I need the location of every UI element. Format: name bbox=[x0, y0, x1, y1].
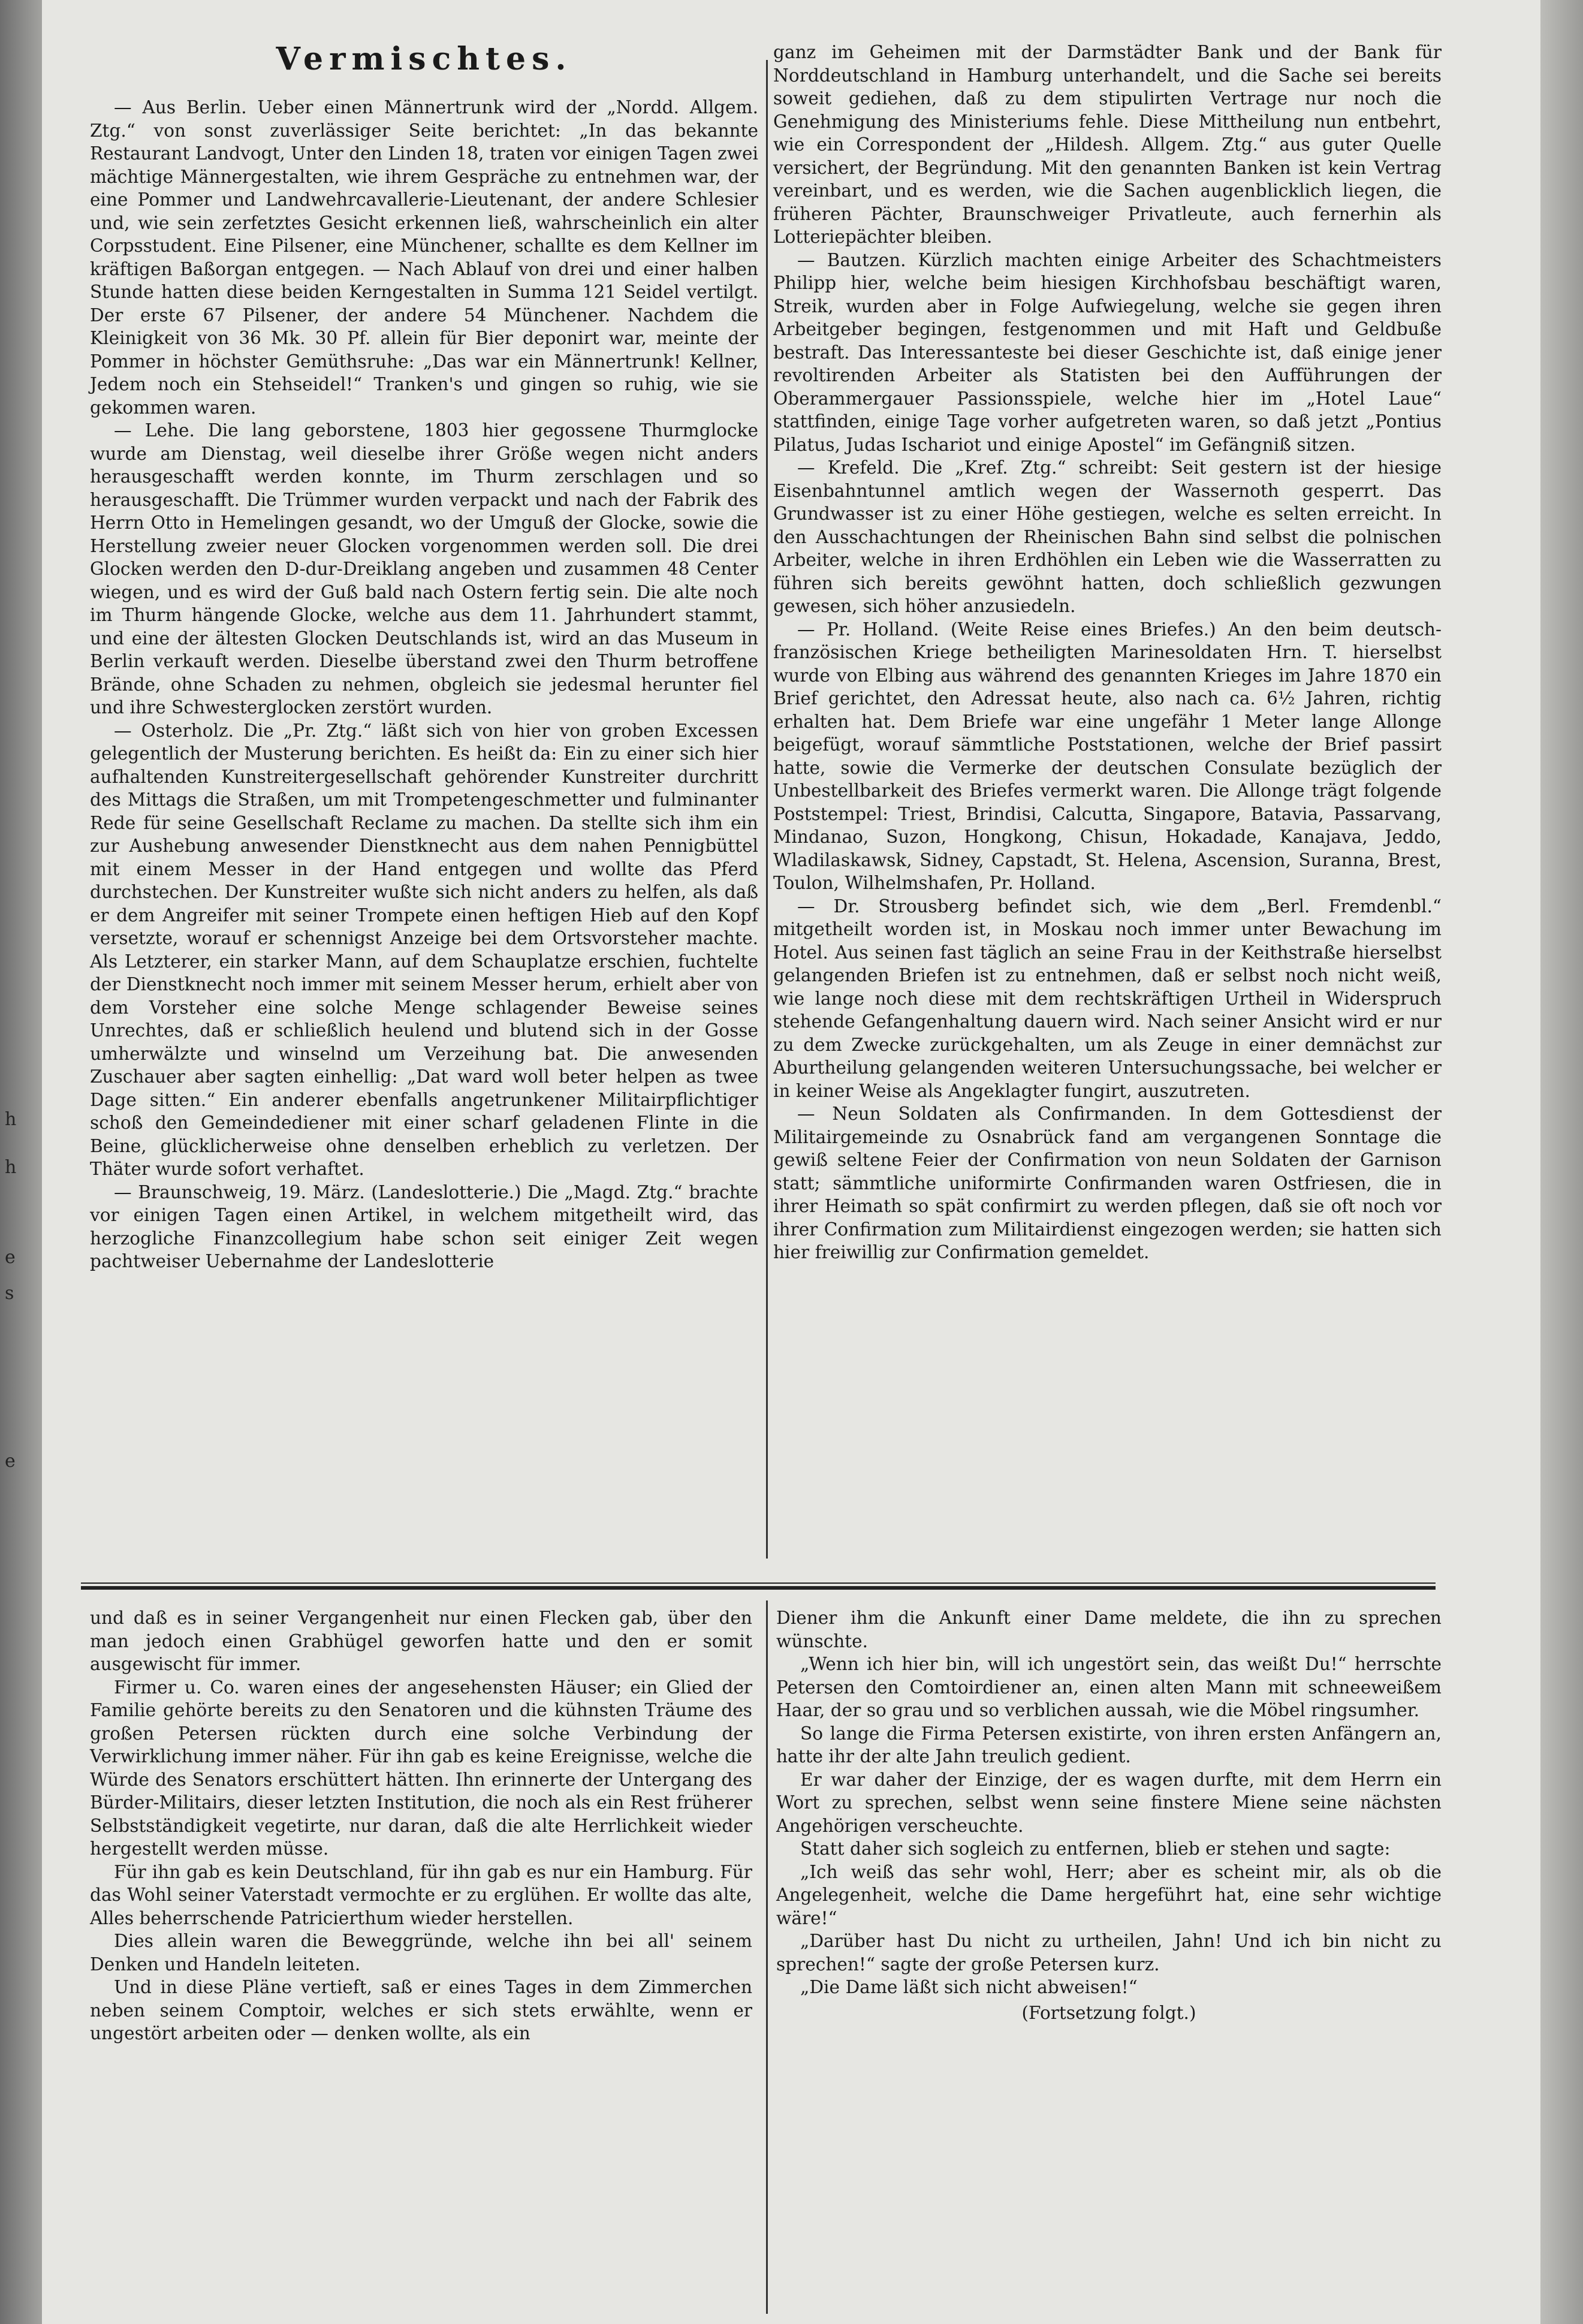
article-krefeld: — Krefeld. Die „Kref. Ztg.“ schreibt: Seit gestern ist der hiesige Eisenbahntunnel amtlich wegen der Wassernoth gesperrt. Das Grundwasser ist zu einer Höhe gestiegen, welche es selten erreicht. In den Ausschachtungen der Rheinischen Bahn sind selbst die polnischen Arbeiter, welche in ihren Erdhöhlen ein Leben wie die Wasserratten zu führen sich bereits gewöhnt hatten, doch schließlich gezwungen gewesen, sich höher anzusiedeln. bbox=[773, 457, 1442, 616]
article-pr-holland: — Pr. Holland. (Weite Reise eines Briefes.) An den beim deutsch-französischen Kriege betheiligten Marinesoldaten Hrn. T. hierselbst wurde von Elbing aus während des genannten Krieges im Jahre 1870 ein Brief gerichtet, den Adressat heute, also nach ca. 6½ Jahren, richtig erhalten hat. Dem Briefe war eine ungefähr 1 Meter lange Allonge beigefügt, worauf sämmtliche Poststationen, welche der Brief passirt hatte, sowie die Vermerke der deutschen Consulate bezüglich der Unbestellbarkeit des Briefes vermerkt waren. Die Allonge trägt folgende Poststempel: Triest, Brindisi, Calcutta, Singapore, Batavia, Passarvang, Mindanao, Suzon, Hongkong, Chisun, Hokadade, Kanajava, Jeddo, Wladilaskawsk, Sidney, Capstadt, St. Helena, Ascension, Suranna, Brest, Toulon, Wilhelmshafen, Pr. Holland. bbox=[773, 619, 1442, 893]
feuilleton-paragraph: Er war daher der Einzige, der es wagen durfte, mit dem Herrn ein Wort zu sprechen, selbst wenn seine finstere Miene seine nächsten Angehörigen verscheuchte. bbox=[776, 1769, 1442, 1836]
margin-fragment: e bbox=[5, 1247, 16, 1268]
feuilleton-paragraph: „Die Dame läßt sich nicht abweisen!“ bbox=[800, 1977, 1138, 1997]
feuilleton-paragraph: Und in diese Pläne vertieft, saß er eines Tages in dem Zimmerchen neben seinem Comptoir, welches er sich stets erwählte, wenn er ungestört arbeiten oder — denken wollte, als ein bbox=[90, 1977, 752, 2043]
article-lehe: — Lehe. Die lang geborstene, 1803 hier gegossene Thurmglocke wurde am Dienstag, weil dieselbe ihrer Größe wegen nicht anders herausgeschafft werden konnte, im Thurm zerschlagen und so herausgeschafft. Die Trümmer wurden verpackt und nach der Fabrik des Herrn Otto in Hemelingen gesandt, wo der Umguß der Glocke, sowie die Herstellung zweier neuer Glocken vorgenommen werden soll. Die drei Glocken werden den D-dur-Dreiklang angeben und zusammen 48 Center wiegen, und es wird der Guß bald nach Ostern fertig sein. Die alte noch im Thurm hängende Glocke, welche aus dem 11. Jahrhundert stammt, und eine der ältesten Glocken Deutschlands ist, wird an das Museum in Berlin verkauft werden. Dieselbe überstand zwei den Thurm betroffene Brände, ohne Schaden zu nehmen, obgleich sie jedesmal herunter fiel und ihre Schwesterglocken zerstört wurden. bbox=[90, 420, 758, 718]
article-bautzen: — Bautzen. Kürzlich machten einige Arbeiter des Schachtmeisters Philipp hier, welche beim hiesigen Kirchhofsbau beschäftigt waren, Streik, wurden aber in Folge Aufwiegelung, welche sie gegen ihren Arbeitgeber begingen, festgenommen und mit Haft und Geldbuße bestraft. Das Interessanteste bei dieser Geschichte ist, daß einige jener revoltirenden Arbeiter als Statisten bei den Aufführungen der Oberammergauer Passionsspiele, welche hier im „Hotel Laue“ stattfinden, einige Tage vorher aufgetreten waren, so daß jetzt „Pontius Pilatus, Judas Ischariot und einige Apostel“ im Gefängniß sitzen. bbox=[773, 249, 1442, 455]
feuilleton-paragraph: Diener ihm die Ankunft einer Dame meldete, die ihn zu sprechen wünschte. bbox=[776, 1608, 1442, 1651]
feuilleton-paragraph: und daß es in seiner Vergangenheit nur einen Flecken gab, über den man jedoch einen Grabhügel geworfen hatte und den er somit ausgewischt für immer. bbox=[90, 1608, 752, 1674]
feuilleton-paragraph: Dies allein waren die Beweggründe, welche ihn bei all' seinem Denken und Handeln leiteten. bbox=[90, 1931, 752, 1975]
feuilleton-paragraph: „Wenn ich hier bin, will ich ungestört sein, das weißt Du!“ herrschte Petersen den Comtoirdiener an, einen alten Mann mit schneeweißem Haar, der so grau und so verblichen aussah, wie die Möbel ringsumher. bbox=[776, 1654, 1442, 1720]
feuilleton-left-column bbox=[90, 1606, 752, 2045]
feuilleton-paragraph: „Ich weiß das sehr wohl, Herr; aber es scheint mir, als ob die Angelegenheit, welche die Dame hergeführt hat, eine sehr wichtige wäre!“ bbox=[776, 1861, 1442, 1928]
article-berlin: — Aus Berlin. Ueber einen Männertrunk wird der „Nordd. Allgem. Ztg.“ von sonst zuverlässiger Seite berichtet: „In das bekannte Restaurant Landvogt, Unter den Linden 18, traten vor einigen Tagen zwei mächtige Männergestalten, wie ihrem Gespräche zu entnehmen war, der eine Pommer und Landwehrcavallerie-Lieutenant, der andere Schlesier und, wie sein zerfetztes Gesicht erkennen ließ, wahrscheinlich ein alter Corpsstudent. Eine Pilsener, eine Münchener, schallte es dem Kellner im kräftigen Baßorgan entgegen. — Nach Ablauf von drei und einer halben Stunde hatten diese beiden Kerngestalten in Summa 121 Seidel vertilgt. Der erste 67 Pilsener, der andere 54 Münchener. Nachdem die Kleinigkeit von 36 Mk. 30 Pf. allein für Bier deponirt war, meinte der Pommer in höchster Gemüthsruhe: „Das war ein Männertrunk! Kellner, Jedem noch ein Stehseidel!“ Tranken's und gingen so ruhig, wie sie gekommen waren. bbox=[90, 97, 758, 418]
column-divider bbox=[766, 60, 768, 1559]
top-left-column bbox=[90, 96, 758, 1273]
feuilleton-paragraph: Firmer u. Co. waren eines der angesehensten Häuser; ein Glied der Familie gehörte bereits zu den Senatoren und die kühnsten Träume des großen Petersen rückten durch eine solche Verbindung der Verwirklichung immer näher. Für ihn gab es keine Ereignisse, welche die Würde des Senators erschüttert hätten. Ihn erinnerte der Untergang des Bürder-Militairs, dieser letzten Institution, die noch als ein Rest früherer Selbstständigkeit vegetirte, nur daran, daß die alte Herrlichkeit wieder hergestellt werden müsse. bbox=[90, 1677, 752, 1859]
feuilleton-paragraph: Für ihn gab es kein Deutschland, für ihn gab es nur ein Hamburg. Für das Wohl seiner Vaterstadt vermochte er zu erglühen. Er wollte das alte, Alles beherrschende Patricierthum wieder herstellen. bbox=[90, 1861, 752, 1928]
section-separator-rule bbox=[81, 1583, 1436, 1590]
right-page-edge bbox=[1540, 0, 1583, 2324]
article-osterholz: — Osterholz. Die „Pr. Ztg.“ läßt sich von hier von groben Excessen gelegentlich der Musterung berichten. Es heißt da: Ein zu einer sich hier aufhaltenden Kunstreitergesellschaft gehörender Kunstreiter durchritt des Mittags die Straßen, um mit Trompetengeschmetter und fulminanter Rede für seine Gesellschaft Reclame zu machen. Da stellte sich ihm ein zur Aushebung anwesender Dienstknecht aus dem nahen Pennigbüttel mit einem Messer in der Hand entgegen und wollte das Pferd durchstechen. Der Kunstreiter wußte sich nicht anders zu helfen, als daß er dem Angreifer mit seiner Trompete einen heftigen Hieb auf den Kopf versetzte, worauf er schennigst Anzeige bei dem Ortsvorsteher machte. Als Letzterer, ein starker Mann, auf dem Schauplatze erschien, fuchtelte der Dienstknecht noch immer mit seinem Messer herum, erhielt aber von dem Vorsteher eine solche Menge schlagender Beweise seines Unrechtes, daß er schließlich heulend und blutend sich in der Gosse umherwälzte und winselnd um Verzeihung bat. Die anwesenden Zuschauer aber sagten einhellig: „Dat ward woll beter helpen as twee Dage sitten.“ Ein anderer ebenfalls angetrunkener Militairpflichtiger schoß den Gemeindediener mit einer scharf geladenen Flinte in die Beine, glücklicherweise ohne denselben erheblich zu verletzen. Der Thäter wurde sofort verhaftet. bbox=[90, 720, 758, 1179]
margin-fragment: e bbox=[5, 1451, 16, 1472]
article-braunschweig: — Braunschweig, 19. März. (Landeslotterie.) Die „Magd. Ztg.“ brachte vor einigen Tagen einen Artikel, in welchem mitgetheilt wird, das herzogliche Finanzcollegium habe schon seit einiger Zeit wegen pachtweiser Uebernahme der Landeslotterie bbox=[90, 1181, 758, 1271]
article-strousberg: — Dr. Strousberg befindet sich, wie dem „Berl. Fremdenbl.“ mitgetheilt worden ist, in Moskau noch immer unter Bewachung im Hotel. Aus seinen fast täglich an seine Frau in der Keithstraße hierselbst gelangenden Briefen ist zu entnehmen, daß er selbst noch nicht weiß, wie lange noch diese mit dem rechtskräftigen Urtheil in Widerspruch stehende Gefangenhaltung dauern wird. Nach seiner Ansicht wird er nur zu dem Zwecke zurückgehalten, um als Zeuge in einer demnächst zur Aburtheilung gelangenden weiteren Untersuchungssache, bei welcher er in keiner Weise als Angeklagter fungirt, auszutreten. bbox=[773, 896, 1442, 1101]
margin-fragment: h bbox=[5, 1109, 17, 1130]
column-divider bbox=[766, 1600, 768, 2314]
feuilleton-paragraph: So lange die Firma Petersen existirte, von ihren ersten Anfängern an, hatte ihr der alte Jahn treulich gedient. bbox=[776, 1723, 1442, 1767]
article-confirmanden: — Neun Soldaten als Confirmanden. In dem Gottesdienst der Militairgemeinde zu Osnabrück fand am vergangenen Sonntage die gewiß seltene Feier der Confirmation von neun Soldaten der Garnison statt; sämmtliche uniformirte Confirmanden waren Ostfriesen, die in ihrer Heimath so spät confirmirt zu werden pflegen, daß sie oft noch vor ihrer Confirmation zum Militairdienst eingezogen werden; sie hatten sich hier freiwillig zur Confirmation gemeldet. bbox=[773, 1104, 1442, 1262]
left-binding-edge bbox=[0, 0, 42, 2324]
continued-note: (Fortsetzung folgt.) bbox=[1021, 2002, 1196, 2023]
newspaper-page bbox=[42, 0, 1540, 2324]
feuilleton-paragraph: Statt daher sich sogleich zu entfernen, blieb er stehen und sagte: bbox=[800, 1838, 1391, 1859]
feuilleton-paragraph: „Darüber hast Du nicht zu urtheilen, Jahn! Und ich bin nicht zu sprechen!“ sagte der große Petersen kurz. bbox=[776, 1931, 1442, 1975]
article-braunschweig-continued: ganz im Geheimen mit der Darmstädter Bank und der Bank für Norddeutschland in Hamburg unterhandelt, und die Sache sei bereits soweit gediehen, daß zu dem stipulirten Vertrage nur noch die Genehmigung des Ministeriums fehle. Diese Mittheilung nun entbehrt, wie ein Correspondent der „Hildesh. Allgem. Ztg.“ aus guter Quelle versichert, der Begründung. Mit den genannten Banken ist kein Vertrag vereinbart, und es werden, wie die Sachen augenblicklich liegen, die früheren Pächter, Braunschweiger Privatleute, auch fernerhin als Lotteriepächter bleiben. bbox=[773, 42, 1442, 247]
margin-fragment: s bbox=[5, 1283, 14, 1304]
top-right-column bbox=[773, 41, 1442, 1264]
section-title: Vermischtes. bbox=[276, 41, 572, 77]
feuilleton-right-column bbox=[776, 1606, 1442, 2024]
margin-fragment: h bbox=[5, 1157, 17, 1178]
